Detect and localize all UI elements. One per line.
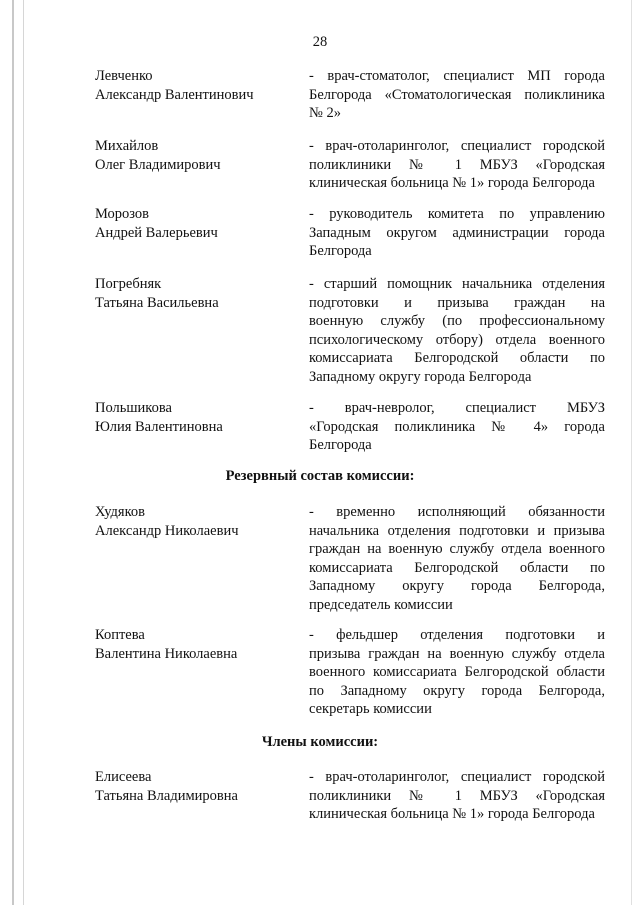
given-names: Валентина Николаевна [95, 645, 238, 662]
person-name [95, 626, 295, 663]
given-names: Александр Николаевич [95, 522, 239, 539]
description-line: № 2» [309, 105, 341, 121]
description-line: - руководитель комитета по управлению [309, 206, 605, 222]
surname: Польшикова [95, 400, 172, 416]
scan-edge-left [12, 0, 14, 905]
position-description [309, 205, 605, 261]
surname: Левченко [95, 68, 153, 84]
position-description [309, 768, 605, 824]
description-line: - временно исполняющий обязанности [309, 504, 605, 520]
description-line: Западному округу города Белгорода [309, 368, 532, 385]
description-line: Западному округу города Белгорода, [309, 578, 605, 594]
given-names: Александр Валентинович [95, 86, 254, 103]
surname: Михайлов [95, 138, 159, 154]
description-line: комиссариата Белгородской области по [309, 350, 605, 366]
description-line: Белгорода [309, 243, 372, 259]
given-names: Юлия Валентиновна [95, 418, 223, 435]
description-line: начальника отделения подготовки и призыва [309, 522, 605, 539]
scan-edge-right [631, 0, 632, 905]
description-line: поликлиники № 1 МБУЗ «Городская [309, 156, 605, 173]
description-line: - врач-стоматолог, специалист МП города [309, 68, 605, 84]
person-name [95, 768, 295, 805]
description-line: поликлиники № 1 МБУЗ «Городская [309, 787, 605, 804]
description-line: «Городская поликлиника № 4» города [309, 418, 605, 435]
description-line: - врач-отоларинголог, специалист городской [309, 769, 605, 785]
position-description [309, 626, 605, 719]
given-names: Олег Владимирович [95, 156, 221, 173]
description-line: - врач-отоларинголог, специалист городской [309, 138, 605, 154]
description-line: подготовки и призыва граждан на [309, 294, 605, 311]
position-description [309, 275, 605, 386]
description-line: по Западному округу города Белгорода, [309, 682, 605, 699]
description-line: Белгорода [309, 437, 372, 453]
description-line: - старший помощник начальника отделения [309, 276, 605, 292]
description-line: Западным округом администрации города [309, 224, 605, 241]
description-line: граждан на военную службу отдела военного [309, 541, 605, 557]
position-description [309, 399, 605, 455]
position-description [309, 67, 605, 123]
surname: Погребняк [95, 276, 162, 292]
given-names: Татьяна Владимировна [95, 787, 238, 804]
section-heading-reserve: Резервный состав комиссии: [225, 468, 415, 484]
person-name [95, 137, 295, 174]
scan-edge-left-inner [23, 0, 24, 905]
surname: Худяков [95, 504, 145, 520]
description-line: Белгорода «Стоматологическая поликлиника [309, 86, 605, 103]
section-heading-members: Члены комиссии: [261, 734, 379, 750]
description-line: психологическому отбору) отдела военного [309, 331, 605, 348]
surname: Коптева [95, 627, 145, 643]
description-line: - фельдшер отделения подготовки и [309, 627, 605, 643]
page-number: 28 [312, 34, 328, 50]
position-description [309, 503, 605, 614]
surname: Морозов [95, 206, 150, 222]
description-line: клиническая больница № 1» города Белгорода [309, 175, 595, 191]
position-description [309, 137, 605, 193]
person-name [95, 275, 295, 312]
given-names: Андрей Валерьевич [95, 224, 218, 241]
description-line: клиническая больница № 1» города Белгорода [309, 806, 595, 822]
person-name [95, 503, 295, 540]
description-line: председатель комиссии [309, 596, 453, 613]
description-line: секретарь комиссии [309, 701, 432, 717]
surname: Елисеева [95, 769, 152, 785]
description-line: военного комиссариата Белгородской области [309, 664, 605, 680]
given-names: Татьяна Васильевна [95, 294, 219, 311]
person-name [95, 399, 295, 436]
description-line: комиссариата Белгородской области по [309, 559, 605, 576]
description-line: военную службу (по профессиональному [309, 313, 605, 329]
description-line: призыва граждан на военную службу отдела [309, 645, 605, 662]
description-line: - врач-невролог, специалист МБУЗ [309, 400, 605, 416]
person-name [95, 205, 295, 242]
person-name [95, 67, 295, 104]
